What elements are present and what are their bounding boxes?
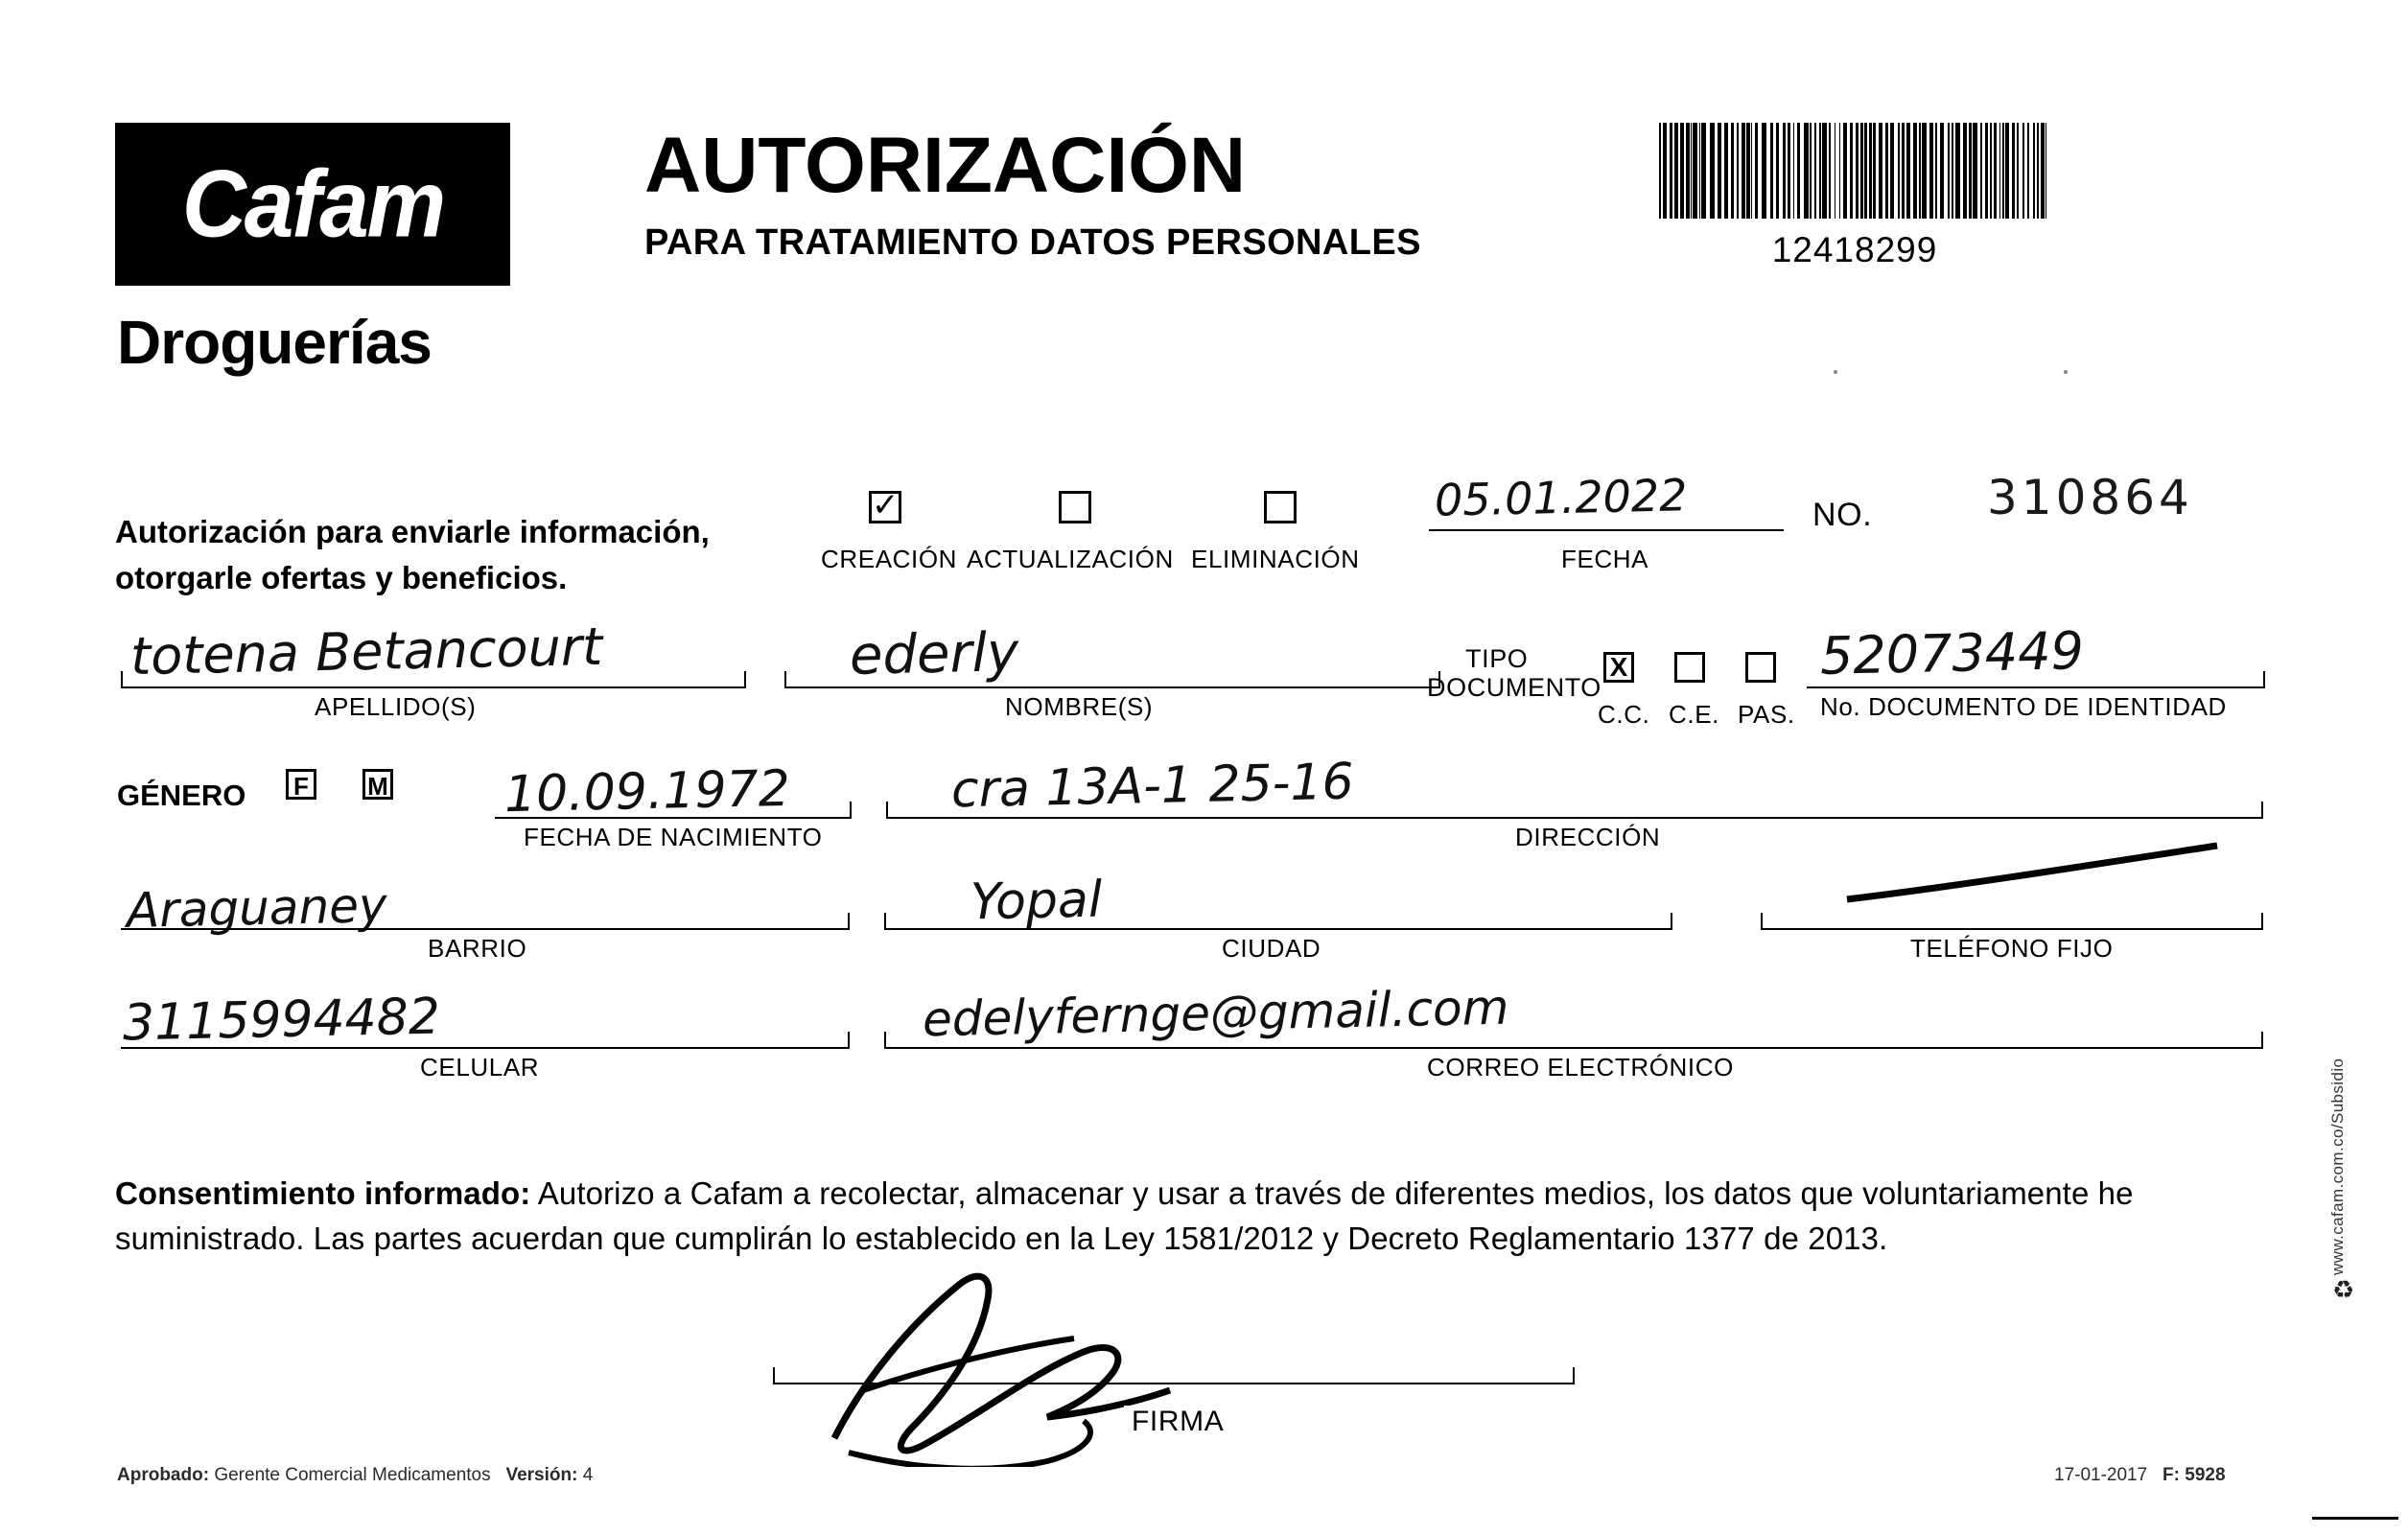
page-subtitle: PARA TRATAMIENTO DATOS PERSONALES (644, 222, 1421, 263)
nombre-value[interactable]: ederly (849, 621, 1019, 687)
genero-label: GÉNERO (117, 779, 246, 812)
label-ce: C.E. (1669, 700, 1719, 729)
footer-side-text: www.cafam.com.co/Subsidio (2328, 1058, 2347, 1275)
celular-rule-tick-right (848, 1032, 850, 1049)
no-documento-rule-tick-right (2263, 671, 2265, 688)
fecha-rule (1429, 529, 1784, 531)
checkbox-creacion[interactable] (869, 486, 901, 524)
fecha-nacimiento-rule-tick-right (850, 802, 852, 819)
checkbox-genero-m[interactable] (362, 769, 393, 800)
signature-rule-tick-right (1573, 1367, 1575, 1384)
signature-rule-tick-left (773, 1367, 775, 1384)
apellido-label: APELLIDO(S) (315, 692, 477, 721)
apellido-value[interactable]: totena Betancourt (129, 616, 603, 687)
footer-left (117, 1465, 593, 1486)
checkbox-cc[interactable] (1603, 652, 1634, 683)
apellido-rule-tick-right (744, 671, 746, 688)
no-documento-label: No. DOCUMENTO DE IDENTIDAD (1820, 692, 2227, 721)
footer-approved-value: Gerente Comercial Medicamentos (214, 1465, 491, 1485)
label-eliminacion: ELIMINACIÓN (1191, 545, 1360, 573)
footer-version-value: 4 (582, 1465, 594, 1485)
consent-text: Autorizo a Cafam a recolectar, almacenar y usar a través de diferentes medios, los datos que voluntariamente he suministrado. Las partes acuerdan que cumplirán lo establecido en la Ley 1581/2012 y Decreto Reglamentario 1377 de 2013. (115, 1175, 2134, 1256)
footer-right (2054, 1465, 2226, 1486)
barcode-icon (1659, 123, 2050, 219)
consent-title: Consentimiento informado: (115, 1175, 531, 1211)
ciudad-rule-tick-left (884, 913, 886, 930)
intro-line-1: Autorización para enviarle información, (115, 514, 710, 549)
apellido-rule-tick-left (121, 671, 123, 688)
direccion-value[interactable]: cra 13A-1 25-16 (950, 753, 1355, 820)
scan-speckle (1834, 370, 1837, 374)
nombre-label: NOMBRE(S) (1005, 692, 1154, 721)
checkbox-pas[interactable] (1745, 652, 1776, 683)
no-documento-rule (1807, 686, 2265, 688)
nombre-rule-tick-left (784, 671, 786, 688)
footer-code: F: 5928 (2163, 1465, 2226, 1485)
telefono-fijo-label: TELÉFONO FIJO (1910, 934, 2114, 963)
checkbox-genero-m-label: M (367, 772, 388, 801)
apellido-rule (121, 686, 746, 688)
footer-approved-label: Aprobado: (117, 1465, 210, 1485)
correo-label: CORREO ELECTRÓNICO (1427, 1053, 1734, 1081)
celular-value[interactable]: 3115994482 (122, 988, 441, 1053)
scan-speckle (2064, 370, 2068, 374)
ciudad-value[interactable]: Yopal (970, 871, 1103, 932)
nombre-rule (784, 686, 1440, 688)
checkbox-genero-f[interactable] (286, 769, 316, 800)
droguerias-label: Droguerías (117, 308, 432, 377)
page-corner-mark (2312, 1517, 2398, 1533)
checkbox-actualizacion[interactable] (1059, 491, 1091, 523)
correo-value[interactable]: edelyfernge@gmail.com (922, 979, 1509, 1048)
ciudad-label: CIUDAD (1222, 934, 1321, 963)
correo-rule (884, 1047, 2263, 1049)
tipo-documento-label-1: TIPO (1465, 644, 1529, 673)
label-creacion: CREACIÓN (821, 545, 958, 573)
fecha-nacimiento-rule (495, 817, 852, 819)
correo-rule-tick-left (884, 1032, 886, 1049)
page-title: AUTORIZACIÓN (644, 122, 1247, 209)
telefono-fijo-rule (1761, 928, 2263, 930)
checkbox-eliminacion[interactable] (1264, 491, 1297, 523)
tipo-documento-label-2: DOCUMENTO (1427, 673, 1601, 702)
no-value[interactable]: 310864 (1987, 470, 2193, 525)
direccion-rule (886, 817, 2263, 819)
no-documento-value[interactable]: 52073449 (1819, 620, 2085, 686)
checkbox-cc-mark: X (1609, 652, 1628, 682)
ciudad-rule (884, 928, 1672, 930)
barrio-label: BARRIO (428, 934, 527, 963)
fecha-value[interactable]: 05.01.2022 (1434, 469, 1688, 526)
direccion-rule-tick-right (2261, 802, 2263, 819)
direccion-label: DIRECCIÓN (1515, 823, 1661, 851)
signature-rule (773, 1383, 1575, 1384)
checkbox-creacion-mark: ✓ (872, 486, 900, 524)
barrio-rule-tick-right (848, 913, 850, 930)
telefono-fijo-strikethrough (1843, 840, 2227, 907)
ciudad-rule-tick-right (1671, 913, 1672, 930)
barrio-value[interactable]: Araguaney (126, 877, 388, 939)
fecha-nacimiento-label: FECHA DE NACIMIENTO (524, 823, 823, 851)
no-label: NO. (1812, 497, 1873, 533)
fecha-label: FECHA (1561, 545, 1649, 573)
label-cc: C.C. (1598, 700, 1650, 729)
celular-rule (121, 1047, 850, 1049)
recycle-icon: ♻ (2332, 1275, 2355, 1304)
correo-rule-tick-right (2261, 1032, 2263, 1049)
telefono-fijo-rule-tick-left (1761, 913, 1763, 930)
fecha-nacimiento-value[interactable]: 10.09.1972 (503, 759, 791, 825)
label-pas: PAS. (1738, 700, 1795, 729)
cafam-logo (115, 123, 510, 286)
celular-label: CELULAR (420, 1053, 540, 1081)
checkbox-genero-f-mark: F (293, 772, 309, 801)
cafam-logo-text: Cafam (181, 151, 444, 257)
direccion-rule-tick-left (886, 802, 888, 819)
barrio-rule (121, 928, 850, 930)
intro-line-2: otorgarle ofertas y beneficios. (115, 560, 568, 595)
label-actualizacion: ACTUALIZACIÓN (967, 545, 1174, 573)
checkbox-ce[interactable] (1674, 652, 1705, 683)
footer-date: 17-01-2017 (2054, 1465, 2148, 1485)
barcode-number: 12418299 (1771, 230, 1938, 269)
telefono-fijo-rule-tick-right (2261, 913, 2263, 930)
signature-label: FIRMA (1124, 1406, 1231, 1438)
footer-version-label: Versión: (505, 1465, 578, 1485)
